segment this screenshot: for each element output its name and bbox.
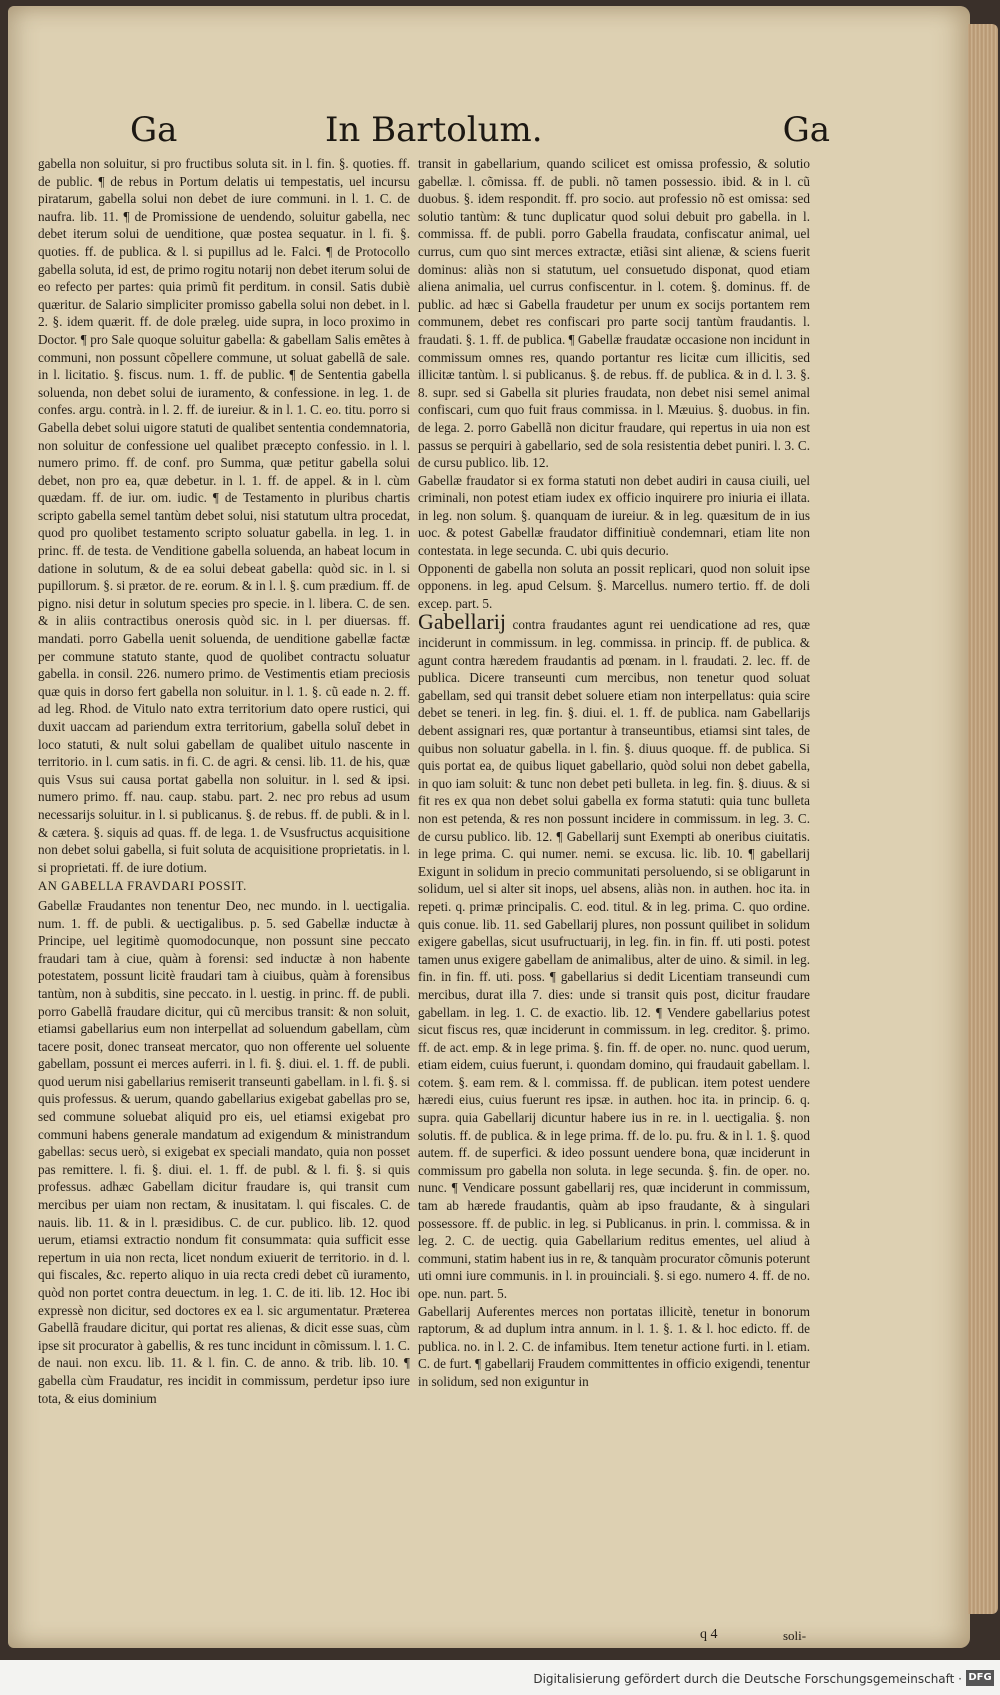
header-right-catchword: Ga xyxy=(782,110,830,150)
right-paragraph-3: Opponenti de gabella non soluta an possit replicari, quod non soluit ipse opponens. in leg. apud Celsum. §. Marcellus. numero tertio. ff. de doli excep. part. 5. xyxy=(418,560,810,611)
running-header xyxy=(130,110,830,154)
signature-mark: q 4 xyxy=(700,1627,718,1642)
left-paragraph-1: gabella non soluitur, si pro fructibus soluta sit. in l. fin. §. quoties. ff. de public. ¶ de rebus in Portum delatis ui tempestatis, uel incursu piratarum, gabella solui non debet de iure communi. in l. 1. C. de naufra. lib. 11. ¶ de Promissione de uendendo, soluitur gabella, nec debet iterum solui de uenditione, quæ postea sequatur. in l. fi. §. quoties. ff. de publica. & l. si pupillus ad le. Falci. ¶ de Protocollo gabella soluta, id est, de primo rogitu notarij non debet iterum solui de eo refecto per partes: quia primũ fit perditum. in consil. Satis dubiè quæritur. de Salario simpliciter promisso gabella solui non debet. in l. 2. §. idem quærit. ff. de dole præleg. uide supra, in loco proximo in Doctor. ¶ pro Sale quoque soluitur gabella: & gabellam Salis emẽtes à communi, non possunt cõpellere commune, ut soluat gabellã de sale. in l. licitatio. §. fiscus. num. 1. ff. de public. ¶ de Sententia gabella soluenda, non debet solui de iuramento, & confessione. in leg. 1. de confes. argu. contrà. in l. 2. ff. de iureiur. & in l. 1. C. eo. titu. porro si Gabella debet solui uigore statuti de qualibet sententia condemnatoria, non soluitur de confessione uel qualibet præcepto confessio. in l. l. numero primo. ff. de conf. pro Summa, quæ petitur gabella solui debet, non pro ea, quæ debetur. in l. 1. ff. de appel. & in l. cùm quædam. ff. de iur. om. iudic. ¶ de Testamento in pluribus chartis scripto gabella semel tantùm debet solui, nisi statutum ultra procedat, quod pro quolibet testamento scripto soluatur gabella. in leg. 1. in princ. ff. de testa. de Venditione gabella soluenda, an habeat locum in datione in solutum, & de ea solui debeat gabella: quòd sic. in l. si pupillorum. §. si prætor. de re. eorum. & in l. l. §. cum prædium. ff. de pigno. nisi detur in solutum species pro specie. in l. libera. C. de sen. & in aliis contractibus onerosis quòd sic. in l. per diuersas. ff. mandati. porro Gabella uenit soluenda, de uenditione gabellæ factæ per commune statuto stante, quod de quolibet contractu soluatur gabella. in consil. 226. numero primo. de Vestimentis etiam preciosis quæ quis in dorso fert gabella non soluitur. in l. 1. §. cũ eade n. 2. ff. ad leg. Rhod. de Vitulo nato extra territorium dato opere rustici, qui duxit uaccam ad pariendum extra territorium, gabella soluĩ debet in loco statuti, & nult solui gabellam de qualibet uitulo nascente in territorio. in l. cum satis. in fi. C. de agri. & censi. lib. 11. de his, quæ quis Vsus sui causa portat gabella non soluitur. in l. sed & ipsi. numero primo. ff. nau. caup. stabu. part. 2. nec pro rebus ad usum necessarijs soluitur. in l. si publicanus. §. de rebus. ff. de publi. & in l. & cætera. §. siquis ad quas. ff. de lega. 1. de Vsusfructus acquisitione non debet solui gabella, si fuit soluta de acquisitione proprietatis. in l. si proprietati. ff. de iure dotium. xyxy=(38,156,410,875)
right-column xyxy=(418,155,810,1391)
page-fore-edge xyxy=(968,24,998,1614)
right-paragraph-2: Gabellæ fraudator si ex forma statuti non debet audiri in causa ciuili, uel criminali, non potest etiam iudex ex officio inquirere pro iniuria ei illata. in leg. non solum. §. quanquam de iureiur. & in leg. quæsitum de in ius uoc. & potest Gabellæ fraudator diffinitiuè condemnari, etiam lite non contestata. in lege secunda. C. ubi quis decurio. xyxy=(418,472,810,559)
right-paragraph-4-text: contra fraudantes agunt rei uendicatione ad res, quæ inciderunt in commissum. in leg. commissa. in princip. ff. de publica. & agunt contra hæredem fraudantis ad pœnam. in l. fraudati. 2. lec. ff. de publica. Dicere transeunti cum mercibus, non tenetur quod soluat gabellam, sed qui transit debet soluere etiam non interpellatus: quia scire debet se teneri. in leg. fin. §. diui. el. 1. ff. de publica. nam Gabellarijs debent assignari res, quæ portantur à transeuntibus, etiamsi sint tales, de quibus non soluatur gabella. in l. fin. §. diuus quoque. ff. de publica. Si quis portat ea, de quibus liquet gabellario, quòd solui non debet gabella, in quo iam soluit: & tunc non debet peti bulleta. in leg. fin. §. diuus. & si fit res ex qua non debet solui gabella ex forma statuti: quia tunc bulleta non est petenda, & res non possunt incidere in commissum. in leg. 3. C. de cursu publico. lib. 12. ¶ Gabellarij sunt Exempti ab oneribus ciuitatis. in lege prima. C. qui numer. nemi. se excusa. lic. lib. 10. ¶ gabellarij Exigunt in solidum in precio communitati persoluendo, si se obligarunt in solidum, uel si alter sit inops, uel absens, aliàs non. in authen. hoc ita. in repeti. q. primæ principalis. C. eod. titul. & in leg. prima. C. quo ordine. quis conue. lib. 11. sed Gabellarij plures, non possunt quilibet in solidum exigere gabellas, sicut usufructuarij, in leg. fin. in fin. ff. uti posti. potest tamen unus exigere gabellam de animalibus, alter de uino. & simil. in leg. fin. in fin. ff. uti. poss. ¶ gabellarius si dedit Licentiam transeundi cum mercibus, durat illa 7. dies: unde si transit quis post, dicitur fraudare gabellam. in leg. 1. C. de exactio. lib. 12. ¶ Vendere gabellarius potest sicut fiscus res, quæ inciderunt in commissum. in leg. creditor. §. primo. ff. de act. emp. & in lege prima. §. fin. ff. de oper. no. nunc. quod uerum, etiam eidem, cuius fuerunt, i. quondam domino, qui fraudauit gabellam. l. cotem. §. eam rem. & l. commissa. ff. de publican. item potest uendere hæredi eius, cuius fuerunt res ipsæ. in authen. hoc ita. in princip. 6. q. supra. quia Gabellarij dicuntur habere ius in re. in l. uectigalia. §. non solutis. ff. de publica. & in lege prima. ff. de lo. pu. fru. & in l. 1. §. quod autem. ff. de superfici. & ideo possunt uendere bona, quæ inciderunt in commissum pro gabella non soluta. in lege secunda. §. fin. de oper. no. nunc. ¶ Vendicare possunt gabellarij res, quæ inciderunt in commissum, tam ab hærede fraudantis, quàm ab ipso fraudante, & à singulari possessore. ff. de public. in leg. si Publicanus. in prin. l. commissa. & in leg. 2. C. de uectig. quia Gabellarium reditus ementes, uel aliud à communi, statim habent ius in re, & tanquàm procurator cõmunis poterunt uti omni iure communis. in l. in prouinciali. §. si ego. numero 4. ff. de no. ope. nun. part. 5. xyxy=(418,617,810,1301)
digitization-footer xyxy=(0,1664,1000,1695)
rubric-gabellarij: Gabellarij xyxy=(418,609,506,635)
catchword: soli- xyxy=(783,1628,807,1643)
right-paragraph-1: transit in gabellarium, quando scilicet est omissa professio, & solutio gabellæ. l. cõmissa. ff. de publi. nõ tamen possessio. ibid. & in l. cũ duobus. §. idem respondit. ff. pro socio. aut professio nõ est omissa: sed solutio tantùm: & tunc duplicatur quod solui debuit pro gabella. in l. commissa. ff. de publi. porro Gabella fraudata, confiscatur animal, uel currus, cum quo sint merces extractæ, etiãsi sint alienæ, & sciens fuerit dominus: aliàs non si statutum, uel consuetudo disponat, quod etiam aliena animalia, uel currus confiscentur. in l. cotem. §. dominus. ff. de public. ad hæc si Gabella fraudetur per unum ex socijs portantem rem communem, debet res confiscari pro parte socij tantùm fraudantis. l. fraudati. §. 1. ff. de publica. ¶ Gabellæ fraudatæ occasione non incidunt in commissum omnes res, quando portantur res licitæ cum illicitis, sed illicitæ tantùm. l. si publicanus. §. de rebus. ff. de publica. & in d. l. 3. §. 8. supr. sed si Gabella sit pluries fraudata, non debet nisi semel animal confiscari, cum quo fuit fraus commissa. in l. Mæuius. §. duobus. in fin. de lega. 2. porro Gabellã non dicitur fraudare, qui repertus in uia non est passus se perquiri à gabellario, sed de sola resistentia debet puniri. l. 3. C. de cursu publico. lib. 12. xyxy=(418,156,810,471)
dfg-logo-icon: DFG xyxy=(966,1670,994,1686)
footer-credit: Digitalisierung gefördert durch die Deutsche Forschungsgemeinschaft · xyxy=(533,1672,962,1686)
left-column xyxy=(38,155,410,1407)
section-heading: AN GABELLA FRAVDARI POSSIT. xyxy=(38,879,247,894)
right-paragraph-4 xyxy=(418,609,810,1302)
left-paragraph-2: Gabellæ Fraudantes non tenentur Deo, nec mundo. in l. uectigalia. num. 1. ff. de publi. & uectigalibus. p. 5. sed Gabellæ inductæ à Principe, uel legitimè quomodocunque, non possunt sine peccato fraudari tam à ciue, quàm à forensi: sed inductæ à non habente potestatem, possunt licitè fraudari tam à ciuibus, quàm à forensibus tantùm, non à subditis, sine peccato. in l. uestig. in princ. ff. de publi. porro Gabellã fraudare dicitur, qui cũ mercibus transit: & non soluit, etiamsi gabellarius eum non interpellat ad soluendum gabellam, cùm tacere posit, donec transeat mercator, quo non offerente uel soluente gabellam, possunt ei merces auferri. in l. fi. §. diui. el. 1. ff. de publi. quod uerum nisi gabellarius remiserit transeunti gabellam. in l. fi. §. si quis professus. & uerum, quando gabellarius exigebat gabellas pro se, sed commune soluebat aliquid pro eis, uel etiamsi exigebat pro communi habens generale mandatum ad exigendum & ministrandum gabellas: secus uerò, si exigebat ex speciali mandato, quia non posset pas remittere. l. fi. §. diui. el. 1. ff. de publ. & l. fi. §. si quis professus. adhæc Gabellam dicitur fraudare is, qui transit cum mercibus per uiam non rectam, & inusitatam. l. qui fiscales. C. de nauis. lib. 11. & in l. præsidibus. C. de cur. publico. lib. 12. quod uerum, etiamsi extractio nondum fit consummata: quia sufficit esse repertum in uia non recta, licet nondum exiuerit de territorio. in d. l. qui fiscales, &c. reperto aliquo in uia recta credi debet cũ iuramento, quòd non portet contra deuectum. in leg. 1. C. de iti. lib. 12. Hoc ibi expressè non dicitur, sed doctores ex ea l. sic argumentatur. Præterea Gabellã fraudare dicitur, qui portat res alienas, & dicit esse suas, cùm ipse sit procurator à gabellis, & res tunc incidunt in cõmissum. l. 1. C. de naui. non excu. lib. 11. & l. fin. C. de anno. & trib. lib. 10. ¶ gabella cùm Fraudatur, res incidit in commissum, perdetur ipso iure tota, & eius dominium xyxy=(38,897,410,1406)
header-title: In Bartolum. xyxy=(325,110,543,150)
header-left-catchword: Ga xyxy=(130,110,178,150)
right-paragraph-5: Gabellarij Auferentes merces non portatas illicitè, tenetur in bonorum raptorum, & ad duplum intra annum. in l. 1. §. 1. & l. hoc edicto. ff. de publica. no. in l. 2. C. de infamibus. Item tenetur actione furti. in l. etiam. C. de furt. ¶ gabellarij Fraudem committentes in officio exigendi, tenentur in solidum, sed non exiguntur in xyxy=(418,1303,810,1389)
